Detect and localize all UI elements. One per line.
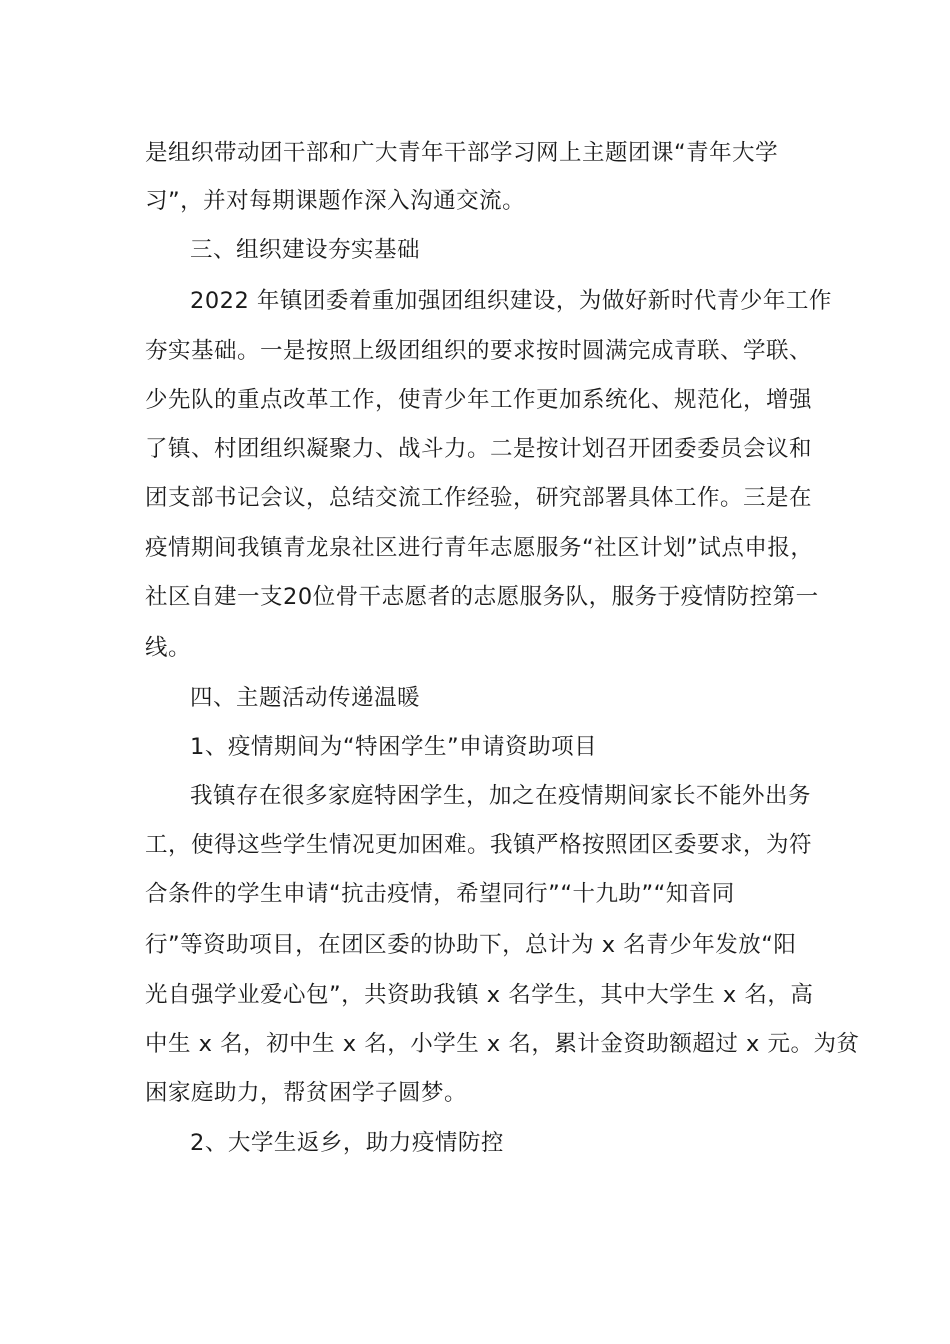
paragraph-line: 夯实基础。一是按照上级团组织的要求按时圆满完成青联、学联、 bbox=[145, 338, 813, 364]
paragraph-line: 合条件的学生申请“抗击疫情，希望同行”“十九助”“知音同 bbox=[145, 881, 735, 907]
section-heading: 四、主题活动传递温暖 bbox=[190, 685, 421, 711]
paragraph-line: 我镇存在很多家庭特困学生，加之在疫情期间家长不能外出务 bbox=[190, 783, 812, 809]
paragraph-line: 是组织带动团干部和广大青年干部学习网上主题团课“青年大学 bbox=[145, 140, 779, 166]
paragraph-line: 困家庭助力，帮贫困学子圆梦。 bbox=[145, 1080, 468, 1106]
paragraph-line: 2022 年镇团委着重加强团组织建设，为做好新时代青少年工作 bbox=[190, 288, 832, 314]
paragraph-line: 中生 x 名，初中生 x 名，小学生 x 名，累计金资助额超过 x 元。为贫 bbox=[145, 1031, 860, 1057]
paragraph-line: 社区自建一支20位骨干志愿者的志愿服务队，服务于疫情防控第一 bbox=[145, 584, 819, 610]
paragraph-line: 工，使得这些学生情况更加困难。我镇严格按照团区委要求，为符 bbox=[145, 832, 813, 858]
paragraph-line: 行”等资助项目，在团区委的协助下，总计为 x 名青少年发放“阳 bbox=[145, 932, 797, 958]
subsection-heading: 2、大学生返乡，助力疫情防控 bbox=[190, 1130, 504, 1156]
paragraph-line: 团支部书记会议，总结交流工作经验，研究部署具体工作。三是在 bbox=[145, 485, 813, 511]
paragraph-line: 线。 bbox=[145, 635, 192, 661]
subsection-heading: 1、疫情期间为“特困学生”申请资助项目 bbox=[190, 734, 598, 760]
paragraph-line: 光自强学业爱心包”，共资助我镇 x 名学生，其中大学生 x 名，高 bbox=[145, 982, 814, 1008]
section-heading: 三、组织建设夯实基础 bbox=[190, 237, 421, 263]
paragraph-line: 了镇、村团组织凝聚力、战斗力。二是按计划召开团委委员会议和 bbox=[145, 436, 813, 462]
paragraph-line: 疫情期间我镇青龙泉社区进行青年志愿服务“社区计划”试点申报， bbox=[145, 535, 814, 561]
paragraph-line: 习”，并对每期课题作深入沟通交流。 bbox=[145, 188, 526, 214]
paragraph-line: 少先队的重点改革工作，使青少年工作更加系统化、规范化，增强 bbox=[145, 387, 813, 413]
